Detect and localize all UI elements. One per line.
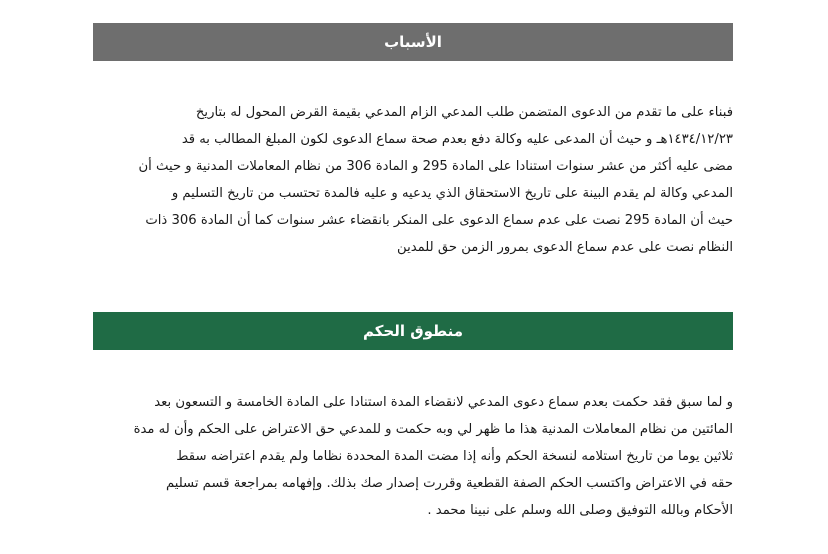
reasons-line: فبناء على ما تقدم من الدعوى المتضمن طلب المدعي الزام المدعي بقيمة القرض المحول له بتاريخ bbox=[195, 105, 733, 120]
reasons-line: مضى عليه أكثر من عشر سنوات استنادا على المادة 295 و المادة 306 من نظام المعاملات المدنية و حيث أن bbox=[138, 159, 733, 174]
reasons-line: النظام نصت على عدم سماع الدعوى بمرور الزمن حق للمدين bbox=[397, 240, 733, 255]
ruling-line: حقه في الاعتراض واكتسب الحكم الصفة القطعية وقررت إصدار صك بذلك. وإفهامه بمراجعة قسم تسليم bbox=[165, 476, 733, 491]
ruling-line: الأحكام وبالله التوفيق وصلى الله وسلم على نبينا محمد . bbox=[427, 503, 733, 518]
ruling-heading-band bbox=[93, 312, 733, 350]
reasons-heading: الأسباب bbox=[384, 33, 442, 51]
reasons-paragraph bbox=[93, 99, 733, 261]
ruling-line: ثلاثين يوما من تاريخ استلامه لنسخة الحكم وأنه إذا مضت المدة المحددة نظاما ولم يقدم اعتراضه سقط bbox=[176, 449, 733, 464]
reasons-line: حيث أن المادة 295 نصت على عدم سماع الدعوى على المنكر بانقضاء عشر سنوات كما أن المادة 306 ذات bbox=[145, 213, 733, 228]
reasons-heading-band bbox=[93, 23, 733, 61]
reasons-line: المدعي وكالة لم يقدم البينة على تاريخ الاستحقاق الذي يدعيه و عليه فالمدة تحتسب من تاريخ التسليم و bbox=[171, 186, 733, 201]
ruling-line: المائتين من نظام المعاملات المدنية هذا ما ظهر لي وبه حكمت و للمدعي حق الاعتراض على الحكم وأن له مدة bbox=[133, 422, 733, 437]
ruling-paragraph bbox=[93, 389, 733, 524]
reasons-line: ١٤٣٤/١٢/٢٣هـ و حيث أن المدعى عليه وكالة دفع بعدم صحة سماع الدعوى لكون المبلغ المطالب به قد bbox=[181, 132, 733, 147]
ruling-line: و لما سبق فقد حكمت بعدم سماع دعوى المدعي لانقضاء المدة استنادا على المادة الخامسة و التسعون بعد bbox=[154, 395, 733, 410]
ruling-heading: منطوق الحكم bbox=[362, 322, 464, 340]
